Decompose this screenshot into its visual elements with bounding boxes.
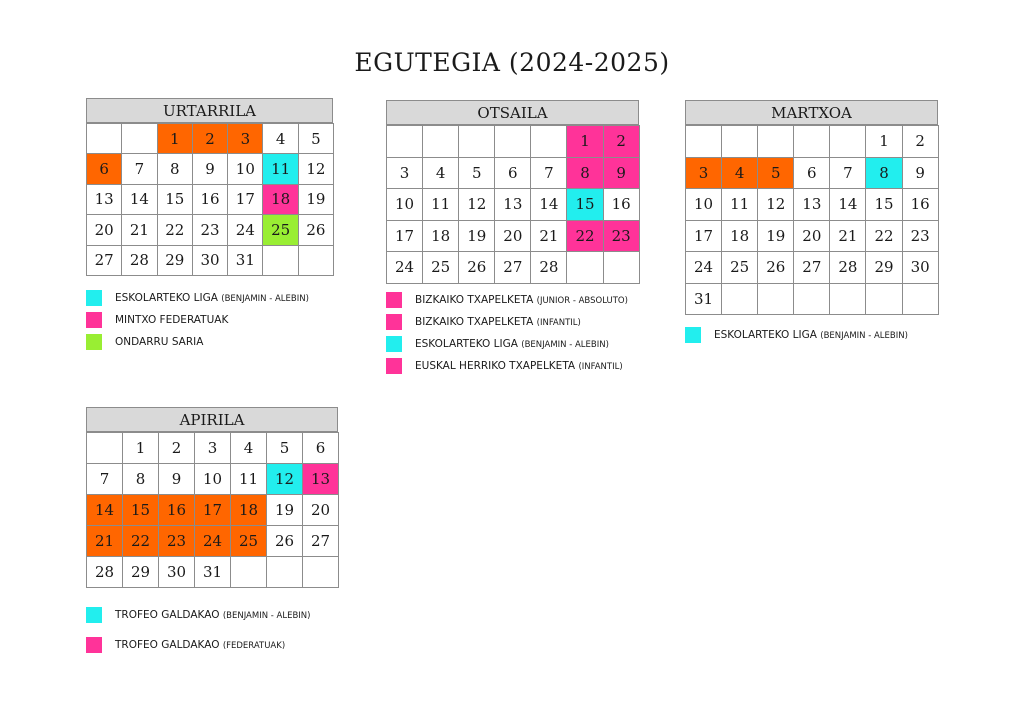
day-cell: 1 <box>567 126 603 158</box>
legend-swatch <box>386 314 402 330</box>
empty-cell <box>495 126 531 158</box>
legend-text: ESKOLARTEKO LIGA <box>415 338 518 350</box>
empty-cell <box>722 283 758 315</box>
day-cell: 3 <box>686 157 722 189</box>
week-row <box>87 184 334 214</box>
empty-cell <box>830 283 866 315</box>
day-cell: 6 <box>303 433 339 464</box>
legend-swatch <box>86 637 102 653</box>
day-cell: 6 <box>87 154 122 184</box>
legend-item <box>86 287 309 309</box>
empty-cell <box>830 126 866 158</box>
legend-item <box>86 331 309 353</box>
legend-item <box>386 333 628 355</box>
legend-text: ONDARRU SARIA <box>115 336 204 348</box>
week-row <box>686 189 939 221</box>
day-cell: 30 <box>159 557 195 588</box>
day-cell: 31 <box>195 557 231 588</box>
day-cell: 13 <box>794 189 830 221</box>
day-cell: 19 <box>267 495 303 526</box>
day-cell: 9 <box>902 157 938 189</box>
day-cell: 15 <box>567 189 603 221</box>
day-cell: 4 <box>263 124 298 154</box>
legend-item <box>685 324 908 346</box>
day-cell: 24 <box>387 252 423 284</box>
legend-text: MINTXO FEDERATUAK <box>115 314 229 326</box>
day-cell: 24 <box>228 215 263 245</box>
day-cell: 4 <box>722 157 758 189</box>
day-cell: 6 <box>794 157 830 189</box>
day-cell: 27 <box>794 252 830 284</box>
day-cell: 15 <box>157 184 192 214</box>
day-cell: 12 <box>298 154 333 184</box>
month-otsaila <box>386 100 639 284</box>
day-cell: 28 <box>531 252 567 284</box>
day-cell: 14 <box>122 184 157 214</box>
day-cell: 3 <box>195 433 231 464</box>
legend-swatch <box>86 334 102 350</box>
legend-text: EUSKAL HERRIKO TXAPELKETA <box>415 360 576 372</box>
day-cell: 21 <box>830 220 866 252</box>
week-row <box>686 220 939 252</box>
day-cell: 8 <box>866 157 902 189</box>
week-row <box>87 526 339 557</box>
day-cell: 9 <box>603 157 639 189</box>
day-cell: 13 <box>87 184 122 214</box>
legend-swatch <box>86 312 102 328</box>
day-cell: 29 <box>157 245 192 275</box>
day-cell: 5 <box>459 157 495 189</box>
day-cell: 5 <box>267 433 303 464</box>
month-title: APIRILA <box>86 407 338 432</box>
day-cell: 14 <box>531 189 567 221</box>
day-cell: 24 <box>686 252 722 284</box>
empty-cell <box>423 126 459 158</box>
empty-cell <box>722 126 758 158</box>
day-cell: 10 <box>686 189 722 221</box>
empty-cell <box>459 126 495 158</box>
day-cell: 25 <box>263 215 298 245</box>
day-cell: 27 <box>87 245 122 275</box>
day-cell: 29 <box>866 252 902 284</box>
day-cell: 22 <box>866 220 902 252</box>
week-row <box>387 126 640 158</box>
legend-note: (FEDERATUAK) <box>222 641 286 651</box>
week-row <box>686 157 939 189</box>
day-cell: 17 <box>195 495 231 526</box>
legend-label <box>115 336 203 348</box>
day-cell: 10 <box>228 154 263 184</box>
legend-label <box>115 639 285 651</box>
day-cell: 12 <box>267 464 303 495</box>
month-title: OTSAILA <box>386 100 639 125</box>
legend-swatch <box>386 358 402 374</box>
legend-item <box>86 630 310 660</box>
empty-cell <box>267 557 303 588</box>
day-cell: 15 <box>866 189 902 221</box>
day-cell: 2 <box>603 126 639 158</box>
legend-label <box>115 292 309 304</box>
legend-apirila <box>86 600 310 660</box>
day-cell: 20 <box>495 220 531 252</box>
day-cell: 2 <box>159 433 195 464</box>
day-cell: 11 <box>423 189 459 221</box>
day-cell: 4 <box>231 433 267 464</box>
legend-item <box>386 289 628 311</box>
month-urtarrila <box>86 98 333 276</box>
month-title: URTARRILA <box>86 98 333 123</box>
month-title: MARTXOA <box>685 100 938 125</box>
day-cell: 26 <box>459 252 495 284</box>
day-cell: 7 <box>830 157 866 189</box>
day-cell: 16 <box>902 189 938 221</box>
legend-note: (INFANTIL) <box>536 318 581 328</box>
legend-martxoa <box>685 324 908 346</box>
week-row <box>387 157 640 189</box>
day-cell: 30 <box>192 245 227 275</box>
legend-label <box>415 316 581 328</box>
week-row <box>87 557 339 588</box>
legend-text: TROFEO GALDAKAO <box>115 609 220 621</box>
day-cell: 9 <box>192 154 227 184</box>
empty-cell <box>902 283 938 315</box>
week-row <box>87 124 334 154</box>
month-martxoa <box>685 100 938 315</box>
legend-swatch <box>386 292 402 308</box>
day-cell: 18 <box>423 220 459 252</box>
day-cell: 18 <box>231 495 267 526</box>
day-cell: 25 <box>423 252 459 284</box>
legend-item <box>386 355 628 377</box>
legend-label <box>415 360 623 372</box>
day-cell: 19 <box>298 184 333 214</box>
legend-item <box>386 311 628 333</box>
day-cell: 17 <box>228 184 263 214</box>
day-cell: 14 <box>87 495 123 526</box>
day-cell: 31 <box>228 245 263 275</box>
day-cell: 28 <box>122 245 157 275</box>
legend-swatch <box>386 336 402 352</box>
day-cell: 19 <box>758 220 794 252</box>
legend-label <box>115 314 228 326</box>
day-cell: 1 <box>157 124 192 154</box>
empty-cell <box>298 245 333 275</box>
week-row <box>387 252 640 284</box>
day-cell: 8 <box>567 157 603 189</box>
day-cell: 31 <box>686 283 722 315</box>
day-cell: 20 <box>87 215 122 245</box>
legend-note: (BENJAMIN - ALEBIN) <box>221 294 309 304</box>
day-cell: 2 <box>902 126 938 158</box>
week-row <box>87 433 339 464</box>
day-cell: 11 <box>263 154 298 184</box>
week-row <box>686 283 939 315</box>
day-cell: 26 <box>267 526 303 557</box>
day-cell: 21 <box>87 526 123 557</box>
legend-note: (BENJAMIN - ALEBIN) <box>820 331 908 341</box>
day-cell: 9 <box>159 464 195 495</box>
day-cell: 23 <box>159 526 195 557</box>
day-cell: 2 <box>192 124 227 154</box>
day-cell: 19 <box>459 220 495 252</box>
day-cell: 5 <box>298 124 333 154</box>
calendar-grid <box>86 432 339 588</box>
empty-cell <box>231 557 267 588</box>
day-cell: 27 <box>303 526 339 557</box>
day-cell: 24 <box>195 526 231 557</box>
day-cell: 26 <box>298 215 333 245</box>
legend-text: BIZKAIKO TXAPELKETA <box>415 316 534 328</box>
day-cell: 10 <box>387 189 423 221</box>
week-row <box>87 215 334 245</box>
day-cell: 8 <box>123 464 159 495</box>
week-row <box>87 154 334 184</box>
week-row <box>387 220 640 252</box>
day-cell: 15 <box>123 495 159 526</box>
day-cell: 29 <box>123 557 159 588</box>
week-row <box>87 495 339 526</box>
day-cell: 18 <box>722 220 758 252</box>
legend-note: (JUNIOR - ABSOLUTO) <box>536 296 628 306</box>
day-cell: 13 <box>303 464 339 495</box>
empty-cell <box>263 245 298 275</box>
day-cell: 7 <box>87 464 123 495</box>
day-cell: 14 <box>830 189 866 221</box>
empty-cell <box>794 283 830 315</box>
day-cell: 16 <box>192 184 227 214</box>
day-cell: 28 <box>87 557 123 588</box>
legend-otsaila <box>386 289 628 377</box>
week-row <box>87 464 339 495</box>
legend-text: BIZKAIKO TXAPELKETA <box>415 294 534 306</box>
legend-text: ESKOLARTEKO LIGA <box>115 292 218 304</box>
empty-cell <box>122 124 157 154</box>
day-cell: 17 <box>387 220 423 252</box>
day-cell: 22 <box>157 215 192 245</box>
day-cell: 23 <box>902 220 938 252</box>
day-cell: 13 <box>495 189 531 221</box>
day-cell: 27 <box>495 252 531 284</box>
day-cell: 25 <box>231 526 267 557</box>
empty-cell <box>303 557 339 588</box>
day-cell: 3 <box>228 124 263 154</box>
day-cell: 11 <box>722 189 758 221</box>
day-cell: 26 <box>758 252 794 284</box>
empty-cell <box>686 126 722 158</box>
legend-note: (INFANTIL) <box>578 362 623 372</box>
empty-cell <box>758 283 794 315</box>
page-title: EGUTEGIA (2024-2025) <box>354 48 670 77</box>
day-cell: 23 <box>603 220 639 252</box>
legend-swatch <box>86 607 102 623</box>
day-cell: 12 <box>459 189 495 221</box>
legend-urtarrila <box>86 287 309 353</box>
day-cell: 22 <box>123 526 159 557</box>
day-cell: 23 <box>192 215 227 245</box>
day-cell: 22 <box>567 220 603 252</box>
day-cell: 1 <box>866 126 902 158</box>
day-cell: 16 <box>159 495 195 526</box>
day-cell: 4 <box>423 157 459 189</box>
day-cell: 5 <box>758 157 794 189</box>
empty-cell <box>387 126 423 158</box>
day-cell: 7 <box>122 154 157 184</box>
day-cell: 20 <box>303 495 339 526</box>
calendar-grid <box>86 123 334 276</box>
day-cell: 20 <box>794 220 830 252</box>
empty-cell <box>603 252 639 284</box>
empty-cell <box>567 252 603 284</box>
day-cell: 28 <box>830 252 866 284</box>
legend-swatch <box>685 327 701 343</box>
day-cell: 17 <box>686 220 722 252</box>
week-row <box>87 245 334 275</box>
week-row <box>387 189 640 221</box>
empty-cell <box>866 283 902 315</box>
empty-cell <box>758 126 794 158</box>
day-cell: 21 <box>531 220 567 252</box>
legend-item <box>86 309 309 331</box>
legend-item <box>86 600 310 630</box>
empty-cell <box>531 126 567 158</box>
day-cell: 11 <box>231 464 267 495</box>
legend-note: (BENJAMIN - ALEBIN) <box>222 611 311 621</box>
day-cell: 25 <box>722 252 758 284</box>
day-cell: 7 <box>531 157 567 189</box>
empty-cell <box>87 124 122 154</box>
day-cell: 12 <box>758 189 794 221</box>
legend-text: ESKOLARTEKO LIGA <box>714 329 817 341</box>
calendar-grid <box>685 125 939 315</box>
empty-cell <box>87 433 123 464</box>
empty-cell <box>794 126 830 158</box>
day-cell: 1 <box>123 433 159 464</box>
day-cell: 3 <box>387 157 423 189</box>
calendar-grid <box>386 125 640 284</box>
day-cell: 21 <box>122 215 157 245</box>
week-row <box>686 126 939 158</box>
legend-label <box>115 609 310 621</box>
day-cell: 10 <box>195 464 231 495</box>
day-cell: 8 <box>157 154 192 184</box>
legend-label <box>415 294 628 306</box>
day-cell: 30 <box>902 252 938 284</box>
legend-swatch <box>86 290 102 306</box>
legend-label <box>714 329 908 341</box>
legend-note: (BENJAMIN - ALEBIN) <box>521 340 609 350</box>
legend-label <box>415 338 609 350</box>
day-cell: 16 <box>603 189 639 221</box>
month-apirila <box>86 407 338 588</box>
day-cell: 18 <box>263 184 298 214</box>
week-row <box>686 252 939 284</box>
legend-text: TROFEO GALDAKAO <box>115 639 220 651</box>
day-cell: 6 <box>495 157 531 189</box>
